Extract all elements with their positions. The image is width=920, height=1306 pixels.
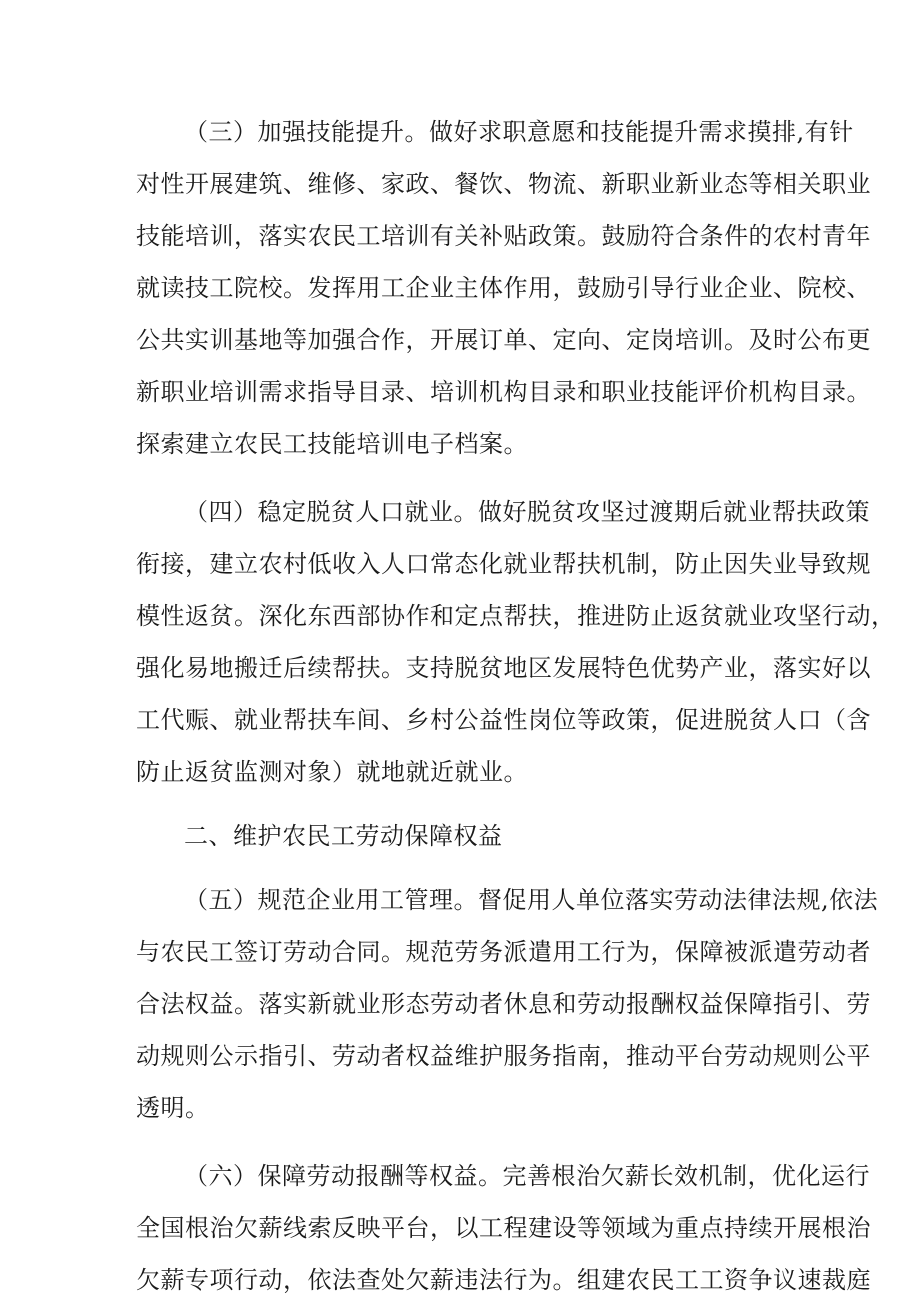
paragraph-labor-remuneration bbox=[136, 1150, 871, 1306]
paragraph-line: 欠薪专项行动，依法查处欠薪违法行为。组建农民工工资争议速裁庭 bbox=[136, 1266, 871, 1294]
paragraph-line: 全国根治欠薪线索反映平台，以工程建设等领域为重点持续开展根治 bbox=[136, 1214, 871, 1242]
paragraph-skill-training bbox=[136, 106, 871, 470]
paragraph-line: 工代赈、就业帮扶车间、乡村公益性岗位等政策，促进脱贫人口（含 bbox=[136, 706, 871, 734]
paragraph-line: 新职业培训需求指导目录、培训机构目录和职业技能评价机构目录。 bbox=[136, 378, 871, 406]
paragraph-line: 衔接，建立农村低收入人口常态化就业帮扶机制，防止因失业导致规 bbox=[136, 550, 871, 578]
paragraph-line: （五）规范企业用工管理。督促用人单位落实劳动法律法规,依法 bbox=[184, 886, 879, 914]
paragraph-line: 探索建立农民工技能培训电子档案。 bbox=[136, 430, 528, 458]
section-heading bbox=[136, 810, 796, 862]
paragraph-line: 对性开展建筑、维修、家政、餐饮、物流、新职业新业态等相关职业 bbox=[136, 170, 871, 198]
paragraph-line: 与农民工签订劳动合同。规范劳务派遣用工行为，保障被派遣劳动者 bbox=[136, 938, 871, 966]
paragraph-line: 模性返贫。深化东西部协作和定点帮扶，推进防止返贫就业攻坚行动， bbox=[136, 602, 896, 630]
paragraph-line: 防止返贫监测对象）就地就近就业。 bbox=[136, 758, 528, 786]
paragraph-line: 强化易地搬迁后续帮扶。支持脱贫地区发展特色优势产业，落实好以 bbox=[136, 654, 871, 682]
section-heading-text: 二、维护农民工劳动保障权益 bbox=[184, 822, 503, 850]
paragraph-line: 公共实训基地等加强合作，开展订单、定向、定岗培训。及时公布更 bbox=[136, 326, 871, 354]
paragraph-line: 就读技工院校。发挥用工企业主体作用，鼓励引导行业企业、院校、 bbox=[136, 274, 871, 302]
paragraph-line: 技能培训，落实农民工培训有关补贴政策。鼓励符合条件的农村青年 bbox=[136, 222, 871, 250]
paragraph-line: （四）稳定脱贫人口就业。做好脱贫攻坚过渡期后就业帮扶政策 bbox=[184, 498, 870, 526]
paragraph-line: 合法权益。落实新就业形态劳动者休息和劳动报酬权益保障指引、劳 bbox=[136, 990, 871, 1018]
paragraph-line: 动规则公示指引、劳动者权益维护服务指南，推动平台劳动规则公平 bbox=[136, 1042, 871, 1070]
paragraph-line: 透明。 bbox=[136, 1094, 210, 1122]
paragraph-poverty-employment bbox=[136, 486, 896, 798]
paragraph-line: （三）加强技能提升。做好求职意愿和技能提升需求摸排,有针 bbox=[184, 118, 854, 146]
paragraph-employment-management bbox=[136, 874, 879, 1134]
paragraph-line: （六）保障劳动报酬等权益。完善根治欠薪长效机制，优化运行 bbox=[184, 1162, 870, 1190]
document-body bbox=[136, 106, 896, 1306]
